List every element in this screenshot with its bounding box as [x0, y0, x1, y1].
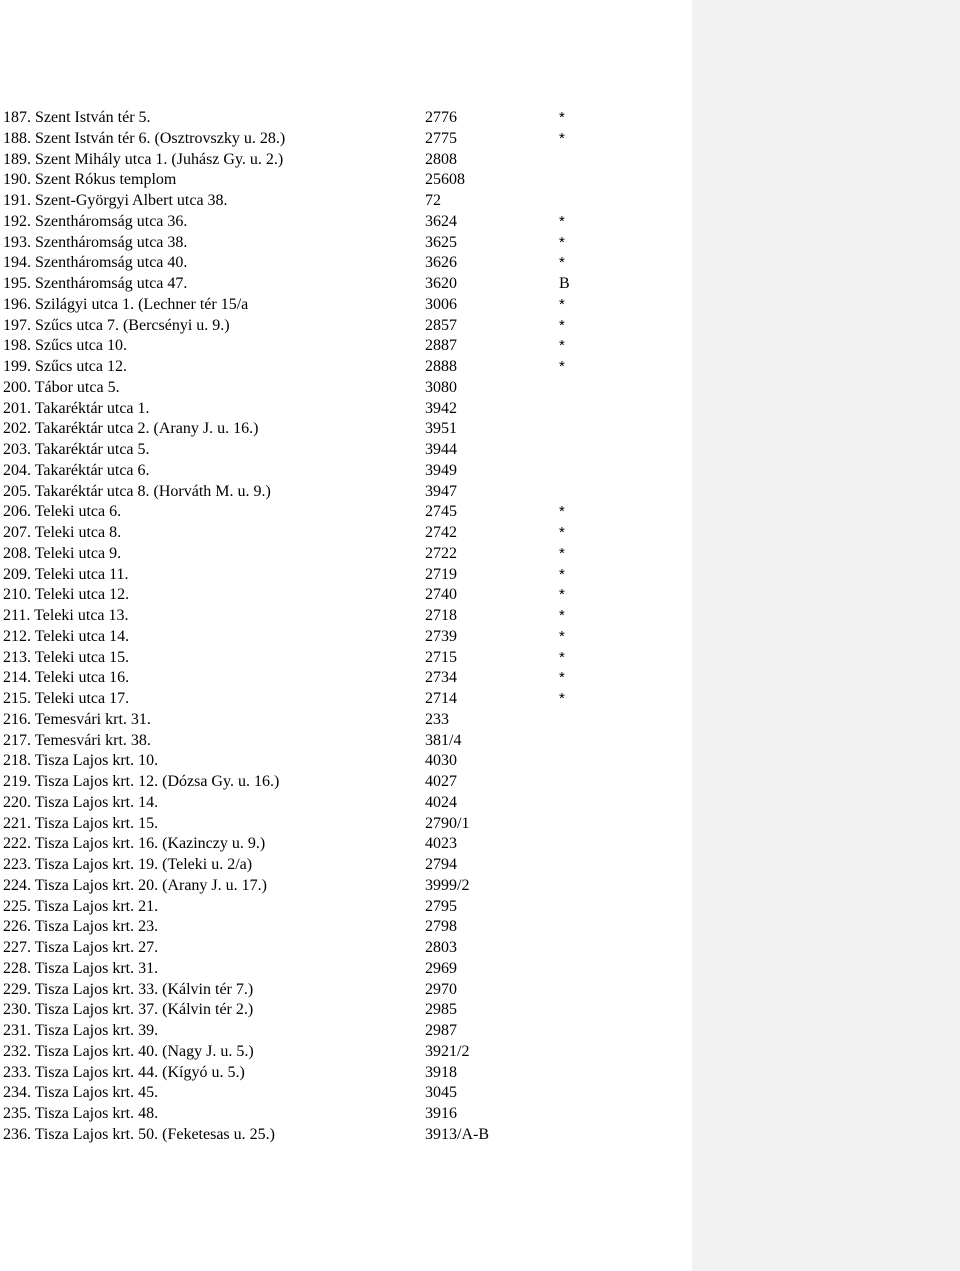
parcel-number: 3918: [425, 1063, 457, 1081]
address-name: 229. Tisza Lajos krt. 33. (Kálvin tér 7.): [3, 980, 254, 998]
status-mark: *: [559, 565, 565, 583]
parcel-number: 2888: [425, 358, 457, 375]
address-name: 236. Tisza Lajos krt. 50. (Feketesas u. 25.): [3, 1125, 275, 1143]
list-item: [3, 1042, 683, 1063]
parcel-number: 3625: [425, 233, 457, 251]
address-name: 198. Szűcs utca 10.: [3, 337, 127, 355]
status-mark: *: [559, 254, 565, 272]
status-mark: *: [559, 109, 565, 126]
status-mark: *: [559, 503, 565, 521]
address-name: 191. Szent-Györgyi Albert utca 38.: [3, 192, 228, 209]
parcel-number: 3942: [425, 399, 457, 417]
list-item: [3, 336, 683, 357]
address-name: 194. Szentháromság utca 40.: [3, 254, 188, 272]
address-name: 235. Tisza Lajos krt. 48.: [3, 1105, 159, 1122]
address-name: 213. Teleki utca 15.: [3, 648, 130, 666]
list-item: [3, 523, 683, 544]
status-mark: *: [559, 690, 565, 707]
address-name: 188. Szent István tér 6. (Osztrovszky u. 28.): [3, 129, 286, 147]
parcel-number: 2715: [425, 648, 457, 666]
list-item: [3, 751, 683, 772]
parcel-number: 3916: [425, 1105, 457, 1122]
parcel-number: 3626: [425, 254, 457, 272]
address-name: 200. Tábor utca 5.: [3, 378, 120, 396]
parcel-number: 2745: [425, 503, 457, 521]
parcel-number: 2794: [425, 856, 457, 873]
address-name: 234. Tisza Lajos krt. 45.: [3, 1084, 159, 1102]
address-name: 218. Tisza Lajos krt. 10.: [3, 752, 159, 770]
parcel-number: 2734: [425, 669, 457, 687]
status-mark: *: [559, 337, 565, 355]
parcel-number: 3913/A-B: [425, 1125, 489, 1143]
parcel-number: 2798: [425, 918, 457, 936]
address-name: 232. Tisza Lajos krt. 40. (Nagy J. u. 5.): [3, 1042, 254, 1060]
status-mark: *: [559, 669, 565, 687]
parcel-number: 2808: [425, 150, 457, 168]
list-item: [3, 731, 683, 752]
list-item: [3, 399, 683, 420]
list-item: [3, 1125, 683, 1146]
address-name: 196. Szilágyi utca 1. (Lechner tér 15/a: [3, 295, 249, 313]
address-name: 211. Teleki utca 13.: [3, 607, 129, 624]
parcel-number: 2790/1: [425, 814, 470, 832]
status-mark: *: [559, 129, 565, 147]
address-name: 224. Tisza Lajos krt. 20. (Arany J. u. 17.): [3, 876, 267, 894]
parcel-number: 3045: [425, 1084, 457, 1102]
list-item: [3, 876, 683, 897]
address-name: 212. Teleki utca 14.: [3, 627, 130, 645]
address-name: 227. Tisza Lajos krt. 27.: [3, 939, 159, 956]
parcel-number: 381/4: [425, 731, 462, 749]
address-name: 206. Teleki utca 6.: [3, 503, 122, 521]
status-mark: *: [559, 586, 565, 604]
address-name: 210. Teleki utca 12.: [3, 586, 130, 604]
address-name: 214. Teleki utca 16.: [3, 669, 130, 687]
list-item: [3, 917, 683, 938]
status-mark: *: [559, 358, 565, 375]
address-name: 230. Tisza Lajos krt. 37. (Kálvin tér 2.): [3, 1001, 254, 1019]
status-mark: *: [559, 316, 565, 334]
list-item: [3, 1083, 683, 1104]
status-mark: *: [559, 607, 565, 624]
parcel-number: 2970: [425, 980, 457, 998]
address-name: 204. Takaréktár utca 6.: [3, 461, 150, 479]
parcel-number: 2803: [425, 939, 457, 956]
list-item: [3, 814, 683, 835]
list-item: [3, 772, 683, 793]
list-item: [3, 419, 683, 440]
status-mark: B: [559, 275, 570, 292]
status-mark: *: [559, 627, 565, 645]
list-item: [3, 565, 683, 586]
parcel-number: 3949: [425, 461, 457, 479]
list-item: [3, 585, 683, 606]
address-name: 217. Temesvári krt. 38.: [3, 731, 151, 749]
address-name: 233. Tisza Lajos krt. 44. (Kígyó u. 5.): [3, 1063, 245, 1081]
list-item: [3, 938, 683, 959]
list-item: [3, 668, 683, 689]
list-item: [3, 212, 683, 233]
parcel-number: 4027: [425, 773, 457, 790]
parcel-number: 2887: [425, 337, 457, 355]
list-item: [3, 461, 683, 482]
address-list: [3, 108, 683, 1146]
list-item: [3, 378, 683, 399]
address-name: 193. Szentháromság utca 38.: [3, 233, 188, 251]
status-mark: *: [559, 295, 565, 313]
status-mark: *: [559, 212, 565, 230]
list-item: [3, 233, 683, 254]
list-item: [3, 606, 683, 627]
parcel-number: 3999/2: [425, 876, 470, 894]
list-item: [3, 627, 683, 648]
address-name: 228. Tisza Lajos krt. 31.: [3, 959, 159, 977]
list-item: [3, 357, 683, 378]
status-mark: *: [559, 648, 565, 666]
parcel-number: 2740: [425, 586, 457, 604]
parcel-number: 2987: [425, 1022, 457, 1039]
address-name: 201. Takaréktár utca 1.: [3, 399, 150, 417]
list-item: [3, 502, 683, 523]
list-item: [3, 1021, 683, 1042]
parcel-number: 3951: [425, 420, 457, 438]
address-name: 197. Szűcs utca 7. (Bercsényi u. 9.): [3, 316, 230, 334]
status-mark: *: [559, 524, 565, 541]
list-item: [3, 834, 683, 855]
list-item: [3, 897, 683, 918]
list-item: [3, 274, 683, 295]
address-name: 207. Teleki utca 8.: [3, 524, 122, 541]
parcel-number: 3944: [425, 441, 457, 458]
parcel-number: 2719: [425, 565, 457, 583]
parcel-number: 72: [425, 192, 441, 209]
address-name: 226. Tisza Lajos krt. 23.: [3, 918, 159, 936]
address-name: 222. Tisza Lajos krt. 16. (Kazinczy u. 9.): [3, 835, 266, 853]
list-item: [3, 855, 683, 876]
address-name: 203. Takaréktár utca 5.: [3, 441, 150, 458]
address-name: 216. Temesvári krt. 31.: [3, 710, 151, 728]
parcel-number: 2775: [425, 129, 457, 147]
address-name: 209. Teleki utca 11.: [3, 565, 129, 583]
parcel-number: 2718: [425, 607, 457, 624]
list-item: [3, 544, 683, 565]
list-item: [3, 482, 683, 503]
address-name: 223. Tisza Lajos krt. 19. (Teleki u. 2/a): [3, 856, 253, 873]
list-item: [3, 129, 683, 150]
list-item: [3, 689, 683, 710]
address-name: 192. Szentháromság utca 36.: [3, 212, 188, 230]
parcel-number: 3947: [425, 482, 457, 500]
list-item: [3, 191, 683, 212]
parcel-number: 2985: [425, 1001, 457, 1019]
address-name: 195. Szentháromság utca 47.: [3, 275, 188, 292]
list-item: [3, 295, 683, 316]
parcel-number: 2722: [425, 544, 457, 562]
parcel-number: 2739: [425, 627, 457, 645]
list-item: [3, 1063, 683, 1084]
parcel-number: 2969: [425, 959, 457, 977]
list-item: [3, 1000, 683, 1021]
list-item: [3, 440, 683, 461]
parcel-number: 2714: [425, 690, 457, 707]
parcel-number: 4030: [425, 752, 457, 770]
comment-sidebar: [692, 0, 960, 1271]
parcel-number: 2857: [425, 316, 457, 334]
list-item: [3, 150, 683, 171]
parcel-number: 2776: [425, 109, 457, 126]
address-name: 205. Takaréktár utca 8. (Horváth M. u. 9.): [3, 482, 271, 500]
parcel-number: 2742: [425, 524, 457, 541]
list-item: [3, 170, 683, 191]
list-item: [3, 316, 683, 337]
parcel-number: 3624: [425, 212, 457, 230]
address-name: 187. Szent István tér 5.: [3, 109, 151, 126]
parcel-number: 3006: [425, 295, 457, 313]
address-name: 189. Szent Mihály utca 1. (Juhász Gy. u. 2.): [3, 150, 284, 168]
list-item: [3, 1104, 683, 1125]
list-item: [3, 108, 683, 129]
parcel-number: 3080: [425, 378, 457, 396]
list-item: [3, 793, 683, 814]
list-item: [3, 710, 683, 731]
address-name: 231. Tisza Lajos krt. 39.: [3, 1022, 159, 1039]
list-item: [3, 253, 683, 274]
address-name: 199. Szűcs utca 12.: [3, 358, 127, 375]
parcel-number: 4023: [425, 835, 457, 853]
parcel-number: 233: [425, 710, 449, 728]
address-name: 215. Teleki utca 17.: [3, 690, 130, 707]
list-item: [3, 959, 683, 980]
parcel-number: 25608: [425, 171, 465, 189]
parcel-number: 4024: [425, 793, 457, 811]
address-name: 208. Teleki utca 9.: [3, 544, 122, 562]
address-name: 225. Tisza Lajos krt. 21.: [3, 897, 159, 915]
parcel-number: 2795: [425, 897, 457, 915]
parcel-number: 3620: [425, 275, 457, 292]
list-item: [3, 648, 683, 669]
status-mark: *: [559, 233, 565, 251]
address-name: 220. Tisza Lajos krt. 14.: [3, 793, 159, 811]
address-name: 221. Tisza Lajos krt. 15.: [3, 814, 159, 832]
list-item: [3, 980, 683, 1001]
address-name: 219. Tisza Lajos krt. 12. (Dózsa Gy. u. 16.): [3, 773, 280, 790]
parcel-number: 3921/2: [425, 1042, 470, 1060]
address-name: 202. Takaréktár utca 2. (Arany J. u. 16.): [3, 420, 259, 438]
address-name: 190. Szent Rókus templom: [3, 171, 177, 189]
status-mark: *: [559, 544, 565, 562]
